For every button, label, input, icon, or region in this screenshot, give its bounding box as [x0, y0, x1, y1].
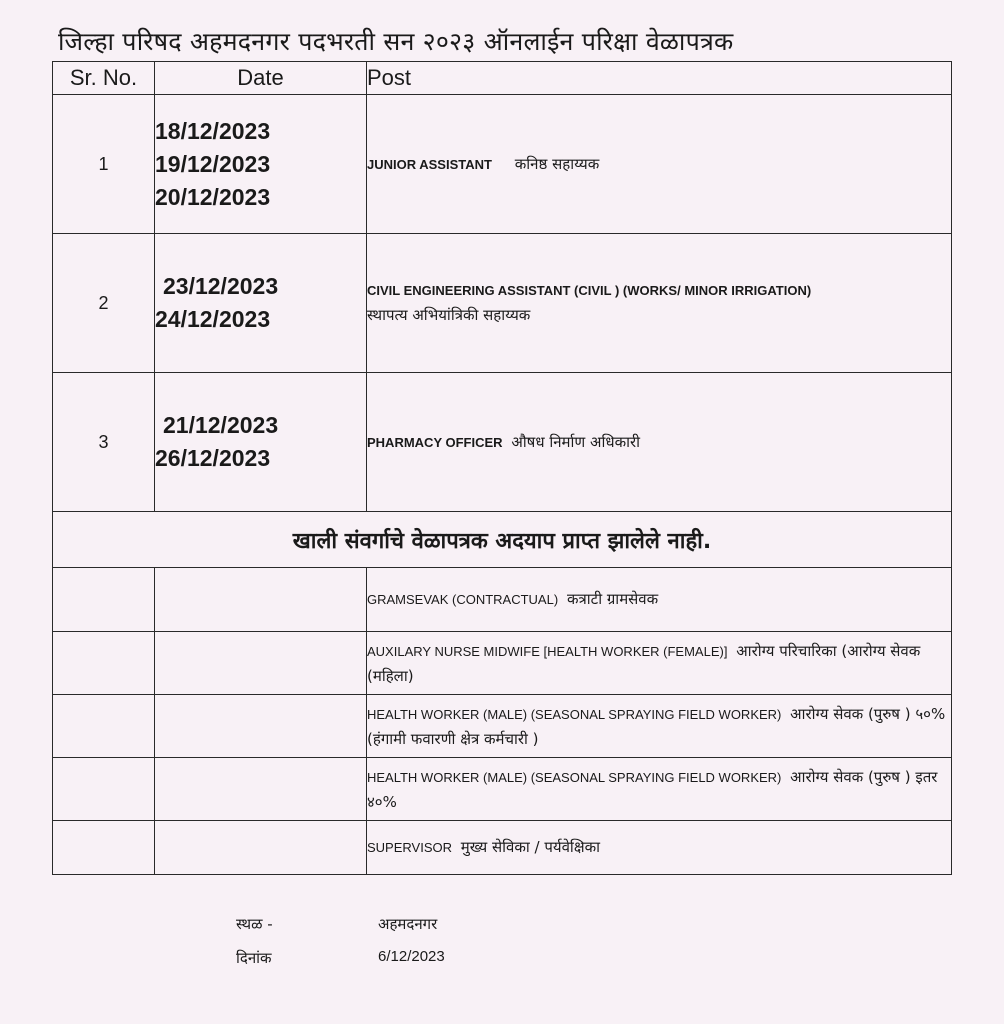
post-name-en: PHARMACY OFFICER: [367, 434, 503, 450]
post-name-en: JUNIOR ASSISTANT: [367, 156, 492, 172]
page-title: जिल्हा परिषद अहमदनगर पदभरती सन २०२३ ऑनलाईन परिक्षा वेळापत्रक: [58, 27, 734, 56]
post-cell: [367, 632, 952, 695]
date-line: 26/12/2023: [155, 445, 271, 471]
post-cell: [367, 758, 952, 821]
date-line: 20/12/2023: [155, 183, 271, 210]
place-value: अहमदनगर: [378, 915, 438, 933]
date-line: 21/12/2023: [163, 412, 279, 438]
notice-row: [53, 512, 952, 568]
sr-no-cell: 2: [53, 234, 155, 373]
post-name-en: CIVIL ENGINEERING ASSISTANT (CIVIL ) (WORKS/ MINOR IRRIGATION): [367, 283, 812, 298]
table-row: [53, 821, 952, 875]
post-name-en: AUXILARY NURSE MIDWIFE [HEALTH WORKER (FEMALE)]: [367, 643, 728, 659]
post-cell: [367, 95, 952, 234]
table-row: [53, 695, 952, 758]
date-cell: [155, 758, 367, 821]
post-name-mr: मुख्य सेविका / पर्यवेक्षिका: [460, 838, 600, 856]
date-line: 19/12/2023: [155, 150, 271, 177]
table-row: [53, 568, 952, 632]
table-row: [53, 758, 952, 821]
table-row: [53, 234, 952, 373]
post-name-mr: आरोग्य सेवक (पुरुष ) इतर ४०%: [367, 767, 938, 811]
sr-no-cell: 3: [53, 373, 155, 512]
date-line: 24/12/2023: [155, 306, 271, 332]
date-cell: [155, 695, 367, 758]
date-cell: [155, 821, 367, 875]
sr-no-cell: [53, 695, 155, 758]
date-line: 23/12/2023: [163, 273, 279, 299]
header-sr-no: Sr. No.: [53, 62, 155, 95]
sr-no-cell: [53, 568, 155, 632]
header-post: Post: [367, 62, 952, 95]
post-cell: [367, 695, 952, 758]
post-name-mr: आरोग्य सेवक (पुरुष ) ५०% (हंगामी फवारणी क्षेत्र कर्मचारी ): [367, 704, 946, 748]
date-cell: [155, 568, 367, 632]
post-name-mr: औषध निर्माण अधिकारी: [511, 432, 641, 451]
post-cell: [367, 568, 952, 632]
date-cell: [155, 373, 367, 512]
sr-no-cell: 1: [53, 95, 155, 234]
post-cell: [367, 234, 952, 373]
post-name-en: HEALTH WORKER (MALE) (SEASONAL SPRAYING FIELD WORKER): [367, 706, 782, 722]
post-cell: [367, 373, 952, 512]
sr-no-cell: [53, 821, 155, 875]
post-name-mr: कत्राटी ग्रामसेवक: [566, 590, 659, 608]
date-cell: [155, 95, 367, 234]
post-name-mr: स्थापत्य अभियांत्रिकी सहाय्यक: [367, 306, 531, 324]
table-row: [53, 373, 952, 512]
sr-no-cell: [53, 632, 155, 695]
post-cell: [367, 821, 952, 875]
header-date: Date: [155, 62, 367, 95]
post-name-en: SUPERVISOR: [367, 840, 453, 855]
date-cell: [155, 234, 367, 373]
sr-no-cell: [53, 758, 155, 821]
table-row: [53, 95, 952, 234]
date-cell: [155, 632, 367, 695]
place-label: स्थळ -: [236, 915, 273, 933]
date-label: दिनांक: [236, 949, 272, 967]
pending-notice: खाली संवर्गाचे वेळापत्रक अदयाप प्राप्त झालेले नाही.: [53, 512, 952, 568]
post-name-mr: कनिष्ठ सहाय्यक: [514, 154, 600, 173]
date-line: 18/12/2023: [155, 117, 271, 144]
table-row: [53, 632, 952, 695]
post-name-en: GRAMSEVAK (CONTRACTUAL): [367, 592, 559, 607]
date-value: 6/12/2023: [378, 948, 445, 965]
table-header-row: [53, 62, 952, 95]
post-name-en: HEALTH WORKER (MALE) (SEASONAL SPRAYING FIELD WORKER): [367, 769, 782, 785]
schedule-table: [52, 61, 952, 875]
post-name-mr: आरोग्य परिचारिका (आरोग्य सेवक (महिला): [367, 641, 921, 685]
